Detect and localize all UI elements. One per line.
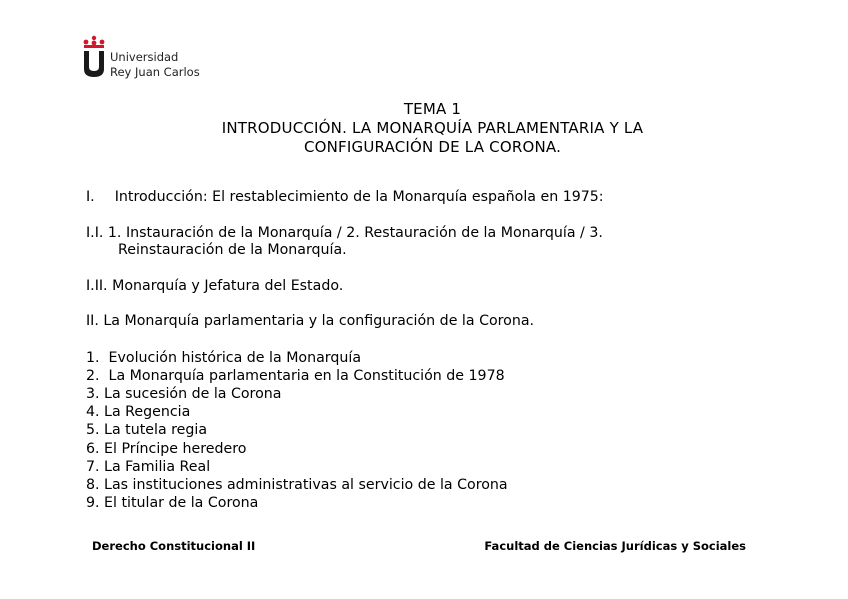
section-1-1-line-2: Reinstauración de la Monarquía. [118, 242, 347, 258]
topic-list [86, 349, 786, 513]
document-title [100, 100, 765, 157]
section-1-label: I. [86, 189, 95, 205]
list-item: 2. La Monarquía parlamentaria en la Constitución de 1978 [86, 367, 505, 384]
section-1-1-line-1: I.I. 1. Instauración de la Monarquía / 2. Restauración de la Monarquía / 3. [86, 224, 603, 241]
university-logo [82, 35, 232, 85]
list-item: 7. La Familia Real [86, 458, 211, 475]
title-line-2: INTRODUCCIÓN. LA MONARQUÍA PARLAMENTARIA Y LA [221, 119, 644, 137]
list-item: 9. El titular de la Corona [86, 495, 259, 512]
list-item: 4. La Regencia [86, 404, 191, 421]
logo-text [110, 50, 200, 80]
logo-line-2: Rey Juan Carlos [110, 65, 200, 79]
section-2: II. La Monarquía parlamentaria y la configuración de la Corona. [86, 313, 535, 329]
crown-u-logo-icon [82, 35, 106, 79]
list-item: 1. Evolución histórica de la Monarquía [86, 349, 362, 366]
title-line-3: CONFIGURACIÓN DE LA CORONA. [303, 138, 562, 156]
list-item: 3. La sucesión de la Corona [86, 385, 282, 402]
list-item: 5. La tutela regia [86, 422, 208, 439]
section-1-text: Introducción: El restablecimiento de la Monarquía española en 1975: [114, 189, 604, 205]
section-1 [86, 189, 786, 207]
footer-course: Derecho Constitucional II [92, 539, 256, 553]
title-line-1: TEMA 1 [403, 100, 462, 118]
section-1-1 [86, 225, 786, 260]
list-item: 8. Las instituciones administrativas al servicio de la Corona [86, 476, 508, 493]
list-item: 6. El Príncipe heredero [86, 440, 247, 457]
document-body [86, 189, 786, 512]
logo-line-1: Universidad [110, 50, 179, 64]
section-1-2: I.II. Monarquía y Jefatura del Estado. [86, 277, 344, 294]
footer-faculty: Facultad de Ciencias Jurídicas y Sociales [484, 539, 746, 553]
